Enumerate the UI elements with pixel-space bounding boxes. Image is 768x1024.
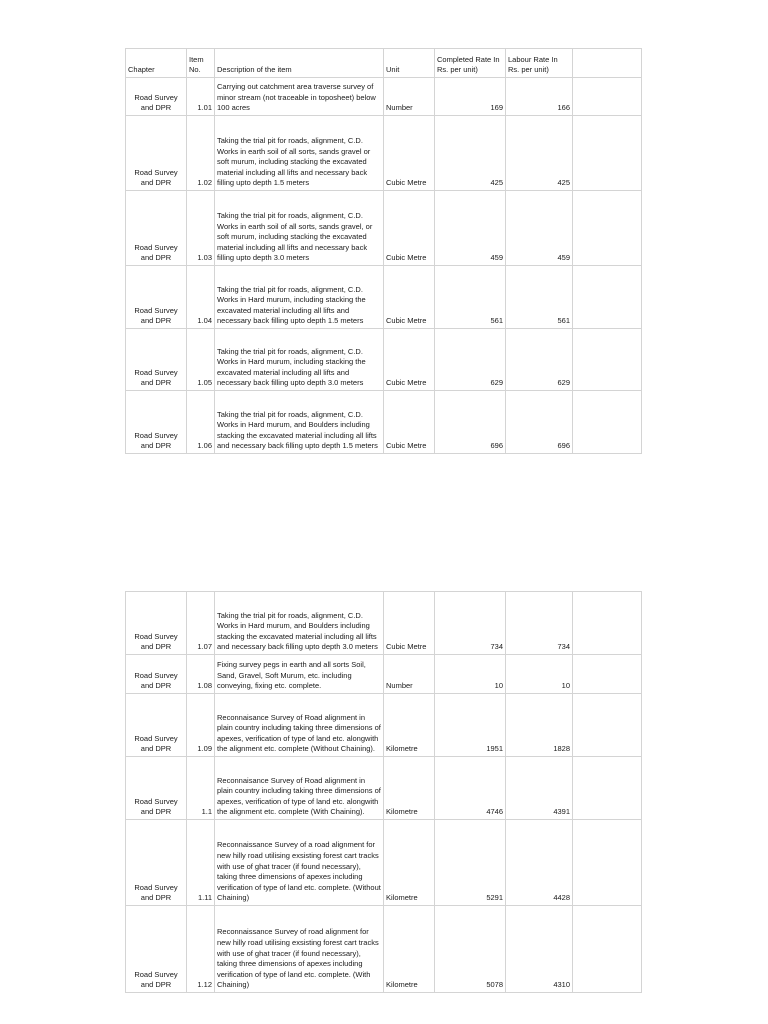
unit-cell: Cubic Metre <box>384 116 435 191</box>
chapter-cell: Road Survey and DPR <box>126 266 187 329</box>
table-row <box>126 906 642 993</box>
table-row <box>126 655 642 694</box>
unit-cell: Number <box>384 78 435 116</box>
table-row <box>126 266 642 329</box>
header-unit: Unit <box>384 49 435 78</box>
unit-cell: Cubic Metre <box>384 592 435 655</box>
completed-rate-cell: 5291 <box>435 820 506 906</box>
item-no-cell: 1.06 <box>187 391 215 454</box>
unit-cell: Kilometre <box>384 906 435 993</box>
table-row <box>126 694 642 757</box>
completed-rate-cell: 459 <box>435 191 506 266</box>
empty-cell <box>573 757 642 820</box>
completed-rate-cell: 5078 <box>435 906 506 993</box>
unit-cell: Number <box>384 655 435 694</box>
item-no-cell: 1.07 <box>187 592 215 655</box>
unit-cell: Cubic Metre <box>384 329 435 391</box>
table-row <box>126 757 642 820</box>
labour-rate-cell: 1828 <box>506 694 573 757</box>
description-cell: Reconnaissance Survey of a road alignment for new hilly road utilising exsisting forest cart tracks with use of ghat tracer (if found necessary), taking three dimensions of apexes including verification of type of land etc. complete. (Without Chaining) <box>215 820 384 906</box>
empty-cell <box>573 266 642 329</box>
table-row <box>126 116 642 191</box>
chapter-cell: Road Survey and DPR <box>126 191 187 266</box>
chapter-cell: Road Survey and DPR <box>126 329 187 391</box>
completed-rate-cell: 1951 <box>435 694 506 757</box>
labour-rate-cell: 696 <box>506 391 573 454</box>
completed-rate-cell: 4746 <box>435 757 506 820</box>
table-row <box>126 191 642 266</box>
description-cell: Fixing survey pegs in earth and all sorts Soil, Sand, Gravel, Soft Murum, etc. including conveying, fixing etc. complete. <box>215 655 384 694</box>
item-no-cell: 1.1 <box>187 757 215 820</box>
empty-cell <box>573 906 642 993</box>
header-description: Description of the item <box>215 49 384 78</box>
table-header-row <box>126 49 642 78</box>
chapter-cell: Road Survey and DPR <box>126 655 187 694</box>
item-no-cell: 1.02 <box>187 116 215 191</box>
labour-rate-cell: 629 <box>506 329 573 391</box>
labour-rate-cell: 4310 <box>506 906 573 993</box>
unit-cell: Kilometre <box>384 757 435 820</box>
unit-cell: Cubic Metre <box>384 191 435 266</box>
labour-rate-cell: 459 <box>506 191 573 266</box>
header-chapter: Chapter <box>126 49 187 78</box>
description-cell: Reconnaisance Survey of Road alignment in plain country including taking three dimensions of apexes, verification of type of land etc. alongwith the alignment etc. complete (With Chaining). <box>215 757 384 820</box>
empty-cell <box>573 116 642 191</box>
description-cell: Taking the trial pit for roads, alignment, C.D. Works in Hard murum, including stacking the excavated material including all lifts and necessary back filling upto depth 3.0 meters <box>215 329 384 391</box>
labour-rate-cell: 425 <box>506 116 573 191</box>
table-row <box>126 820 642 906</box>
header-item-no: Item No. <box>187 49 215 78</box>
header-completed-rate: Completed Rate In Rs. per unit) <box>435 49 506 78</box>
item-no-cell: 1.01 <box>187 78 215 116</box>
description-cell: Taking the trial pit for roads, alignment, C.D. Works in earth soil of all sorts, sands gravel, or soft murum, including stacking the excavated material including all lifts and necessary back filling upto depth 3.0 meters <box>215 191 384 266</box>
empty-cell <box>573 329 642 391</box>
item-no-cell: 1.08 <box>187 655 215 694</box>
chapter-cell: Road Survey and DPR <box>126 592 187 655</box>
labour-rate-cell: 4428 <box>506 820 573 906</box>
labour-rate-cell: 734 <box>506 592 573 655</box>
chapter-cell: Road Survey and DPR <box>126 906 187 993</box>
labour-rate-cell: 166 <box>506 78 573 116</box>
header-labour-rate: Labour Rate In Rs. per unit) <box>506 49 573 78</box>
empty-cell <box>573 49 642 78</box>
empty-cell <box>573 592 642 655</box>
description-cell: Taking the trial pit for roads, alignment, C.D. Works in earth soil of all sorts, sands gravel or soft murum, including stacking the excavated material including all lifts and necessary back filling upto depth 1.5 meters <box>215 116 384 191</box>
completed-rate-cell: 629 <box>435 329 506 391</box>
chapter-cell: Road Survey and DPR <box>126 757 187 820</box>
unit-cell: Cubic Metre <box>384 391 435 454</box>
empty-cell <box>573 191 642 266</box>
empty-cell <box>573 78 642 116</box>
description-cell: Reconnaisance Survey of Road alignment in plain country including taking three dimensions of apexes, verification of type of land etc. alongwith the alignment etc. complete (Without Chaining). <box>215 694 384 757</box>
completed-rate-cell: 561 <box>435 266 506 329</box>
description-cell: Taking the trial pit for roads, alignment, C.D. Works in Hard murum, and Boulders including stacking the excavated material including all lifts and necessary back filling upto depth 1.5 meters <box>215 391 384 454</box>
unit-cell: Cubic Metre <box>384 266 435 329</box>
empty-cell <box>573 391 642 454</box>
labour-rate-cell: 10 <box>506 655 573 694</box>
item-no-cell: 1.11 <box>187 820 215 906</box>
chapter-cell: Road Survey and DPR <box>126 694 187 757</box>
labour-rate-cell: 4391 <box>506 757 573 820</box>
description-cell: Taking the trial pit for roads, alignment, C.D. Works in Hard murum, including stacking the excavated material including all lifts and necessary back filling upto depth 1.5 meters <box>215 266 384 329</box>
item-no-cell: 1.04 <box>187 266 215 329</box>
item-no-cell: 1.12 <box>187 906 215 993</box>
chapter-cell: Road Survey and DPR <box>126 116 187 191</box>
item-no-cell: 1.09 <box>187 694 215 757</box>
rate-table-page-2 <box>125 591 642 993</box>
table-row <box>126 391 642 454</box>
item-no-cell: 1.05 <box>187 329 215 391</box>
empty-cell <box>573 820 642 906</box>
table-row <box>126 78 642 116</box>
completed-rate-cell: 425 <box>435 116 506 191</box>
chapter-cell: Road Survey and DPR <box>126 820 187 906</box>
item-no-cell: 1.03 <box>187 191 215 266</box>
chapter-cell: Road Survey and DPR <box>126 391 187 454</box>
description-cell: Reconnaissance Survey of road alignment for new hilly road utilising exsisting forest cart tracks with use of ghat tracer (if found necessary), taking three dimensions of apexes including verification of type of land etc. complete. (With Chaining) <box>215 906 384 993</box>
unit-cell: Kilometre <box>384 694 435 757</box>
empty-cell <box>573 694 642 757</box>
empty-cell <box>573 655 642 694</box>
completed-rate-cell: 696 <box>435 391 506 454</box>
rate-table-page-1 <box>125 48 642 454</box>
completed-rate-cell: 169 <box>435 78 506 116</box>
description-cell: Taking the trial pit for roads, alignment, C.D. Works in Hard murum, and Boulders including stacking the excavated material including all lifts and necessary back filling upto depth 3.0 meters <box>215 592 384 655</box>
table-row <box>126 592 642 655</box>
labour-rate-cell: 561 <box>506 266 573 329</box>
table-row <box>126 329 642 391</box>
unit-cell: Kilometre <box>384 820 435 906</box>
completed-rate-cell: 734 <box>435 592 506 655</box>
chapter-cell: Road Survey and DPR <box>126 78 187 116</box>
description-cell: Carrying out catchment area traverse survey of minor stream (not traceable in toposheet) below 100 acres <box>215 78 384 116</box>
completed-rate-cell: 10 <box>435 655 506 694</box>
